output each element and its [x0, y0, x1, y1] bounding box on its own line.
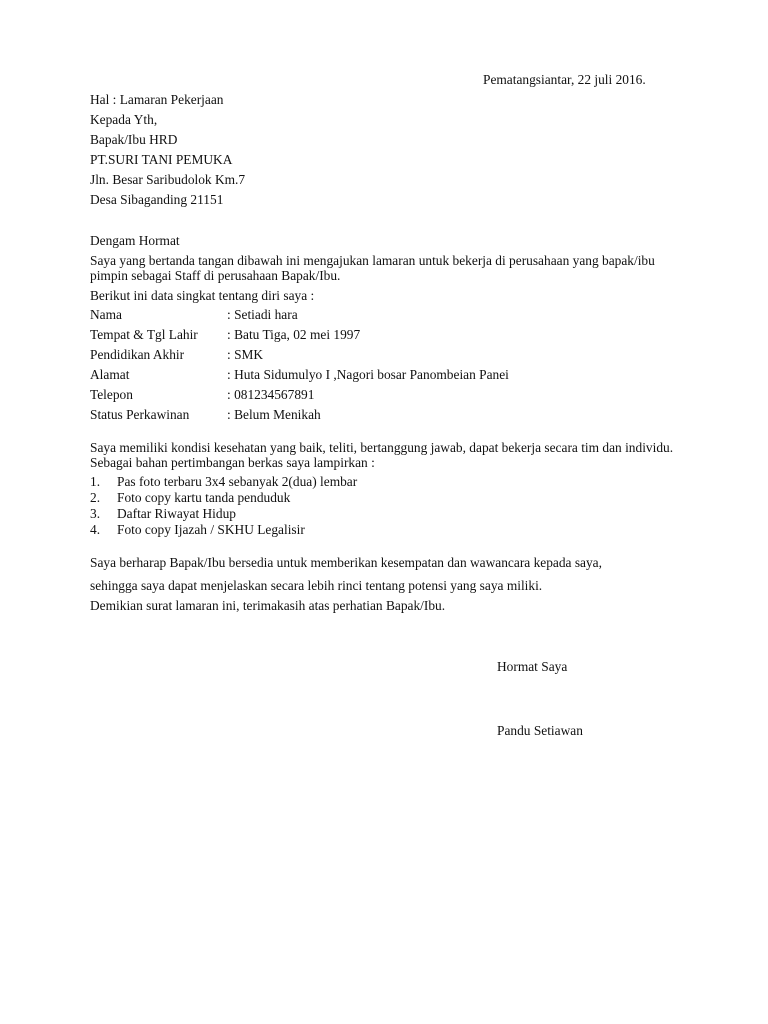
data-row-pendidikan: [90, 347, 690, 363]
recipient-village: Desa Sibaganding 21151: [90, 192, 224, 207]
attachment-item: [90, 490, 650, 506]
signature-name: Pandu Setiawan: [497, 723, 583, 738]
recipient-to: Kepada Yth,: [90, 112, 158, 127]
data-value: : Batu Tiga, 02 mei 1997: [227, 327, 361, 342]
data-label: Status Perkawinan: [90, 407, 190, 422]
sign-off: Hormat Saya: [497, 659, 568, 674]
data-label: Telepon: [90, 387, 133, 402]
data-value: : Setiadi hara: [227, 307, 298, 322]
condition-paragraph: Saya memiliki kondisi kesehatan yang baik, teliti, bertanggung jawab, dapat bekerja secara tim dan individu. Sebagai bahan pertimbangan berkas saya lampirkan :: [90, 440, 674, 470]
data-label: Pendidikan Akhir: [90, 347, 185, 362]
attachment-item: [90, 506, 650, 522]
data-label: Nama: [90, 307, 122, 322]
salutation: Dengam Hormat: [90, 233, 180, 248]
data-label: Tempat & Tgl Lahir: [90, 327, 198, 342]
data-value: : Huta Sidumulyo I ,Nagori bosar Panombeian Panei: [227, 367, 509, 382]
attachment-item: [90, 522, 650, 538]
closing-line: Demikian surat lamaran ini, terimakasih atas perhatian Bapak/Ibu.: [90, 598, 446, 613]
data-row-ttl: [90, 327, 690, 343]
data-value: : Belum Menikah: [227, 407, 321, 422]
attachment-text: Foto copy kartu tanda penduduk: [117, 490, 291, 505]
data-value: : 081234567891: [227, 387, 315, 402]
hope-line-2: sehingga saya dapat menjelaskan secara lebih rinci tentang potensi yang saya miliki.: [90, 578, 543, 593]
recipient-company: PT.SURI TANI PEMUKA: [90, 152, 233, 167]
attachment-text: Foto copy Ijazah / SKHU Legalisir: [117, 522, 305, 537]
attachment-text: Pas foto terbaru 3x4 sebanyak 2(dua) lembar: [117, 474, 358, 489]
data-row-status: [90, 407, 690, 423]
data-row-telepon: [90, 387, 690, 403]
data-value: : SMK: [227, 347, 264, 362]
data-row-nama: [90, 307, 690, 323]
data-label: Alamat: [90, 367, 130, 382]
attachment-text: Daftar Riwayat Hidup: [117, 506, 236, 521]
recipient-name: Bapak/Ibu HRD: [90, 132, 178, 147]
subject-line: Hal : Lamaran Pekerjaan: [90, 92, 224, 107]
attachment-number: 4.: [90, 522, 101, 537]
attachment-item: [90, 474, 650, 490]
hope-line-1: Saya berharap Bapak/Ibu bersedia untuk memberikan kesempatan dan wawancara kepada saya,: [90, 555, 602, 570]
data-intro: Berikut ini data singkat tentang diri saya :: [90, 288, 315, 303]
recipient-street: Jln. Besar Saribudolok Km.7: [90, 172, 246, 187]
place-date: Pematangsiantar, 22 juli 2016.: [483, 72, 646, 87]
data-row-alamat: [90, 367, 690, 383]
intro-paragraph: Saya yang bertanda tangan dibawah ini mengajukan lamaran untuk bekerja di perusahaan yang bapak/ibu pimpin sebagai Staff di perusahaan Bapak/Ibu.: [90, 253, 655, 283]
attachment-number: 2.: [90, 490, 101, 505]
attachment-number: 1.: [90, 474, 101, 489]
attachment-number: 3.: [90, 506, 101, 521]
